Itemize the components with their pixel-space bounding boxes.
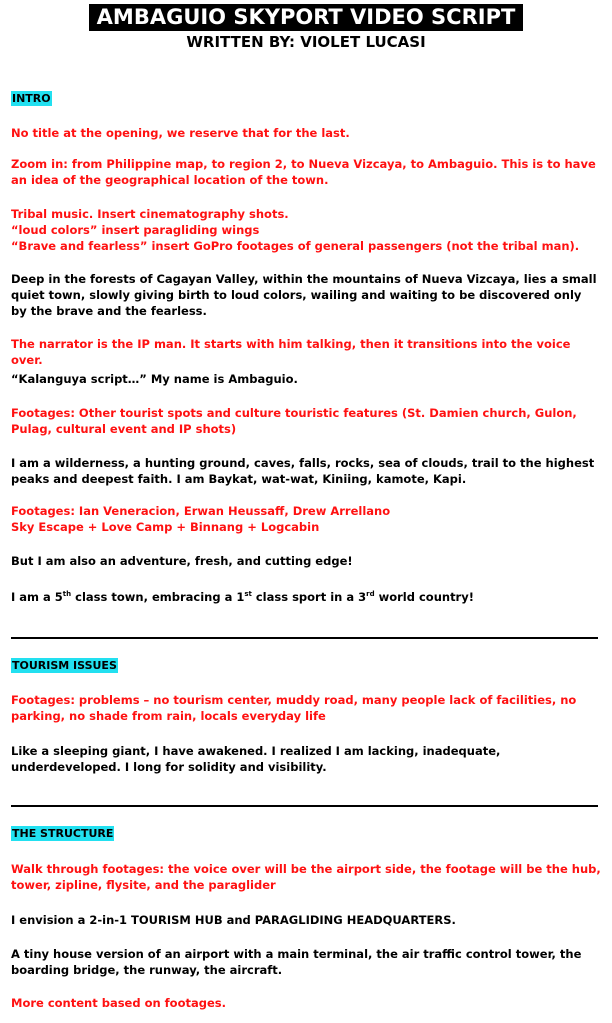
document-author: WRITTEN BY: VIOLET LUCASI bbox=[186, 33, 426, 51]
intro-narration-5 bbox=[11, 586, 601, 605]
ordinal-suffix-th: th bbox=[62, 590, 72, 598]
intro-direction-4: The narrator is the IP man. It starts with him talking, then it transitions into the voice over. bbox=[11, 337, 571, 367]
section-divider-2 bbox=[11, 805, 598, 807]
intro-narration-3: I am a wilderness, a hunting ground, caves, falls, rocks, sea of clouds, trail to the highest peaks and deepest faith. I am Baykat, wat-wat, Kiniing, kamote, Kapi. bbox=[11, 456, 595, 486]
section-heading-structure: THE STRUCTURE bbox=[12, 827, 114, 840]
structure-narration-1: I envision a 2-in-1 TOURISM HUB and PARAGLIDING HEADQUARTERS. bbox=[11, 913, 456, 927]
structure-narration-2: A tiny house version of an airport with a main terminal, the air traffic control tower, the boarding bridge, the runway, the aircraft. bbox=[11, 947, 582, 977]
section-divider-1 bbox=[11, 637, 598, 639]
intro-direction-3-line-2: “loud colors” insert paragliding wings bbox=[11, 223, 260, 237]
intro-direction-5: Footages: Other tourist spots and culture touristic features (St. Damien church, Gulon, Pulag, cultural event and IP shots) bbox=[11, 406, 577, 436]
section-heading-tourism-issues: TOURISM ISSUES bbox=[12, 659, 117, 672]
intro-direction-3-line-1: Tribal music. Insert cinematography shots. bbox=[11, 207, 289, 221]
intro-direction-3 bbox=[11, 206, 601, 254]
title-block bbox=[0, 0, 612, 31]
ordinal-suffix-st: st bbox=[244, 590, 252, 598]
intro-direction-1: No title at the opening, we reserve that for the last. bbox=[11, 126, 350, 140]
structure-direction-2: More content based on footages. bbox=[11, 996, 226, 1010]
section-heading-intro: INTRO bbox=[12, 92, 51, 105]
intro-narration-5-a: I am a 5 bbox=[11, 589, 63, 604]
document-title: AMBAGUIO SKYPORT VIDEO SCRIPT bbox=[89, 4, 524, 31]
intro-narration-5-c: class sport in a 3 bbox=[251, 589, 367, 604]
tourism-direction-1: Footages: problems – no tourism center, muddy road, many people lack of facilities, no parking, no shade from rain, locals everyday life bbox=[11, 693, 577, 723]
intro-narration-5-d: world country! bbox=[374, 589, 474, 604]
intro-direction-6 bbox=[11, 503, 601, 535]
intro-narration-1: Deep in the forests of Cagayan Valley, within the mountains of Nueva Vizcaya, lies a small quiet town, slowly giving birth to loud colors, wailing and waiting to be discovered only by the brave and the fearless. bbox=[11, 272, 597, 318]
intro-direction-3-line-3: “Brave and fearless” insert GoPro footages of general passengers (not the tribal man). bbox=[11, 239, 580, 253]
structure-direction-1: Walk through footages: the voice over will be the airport side, the footage will be the hub, tower, zipline, flysite, and the paraglider bbox=[11, 862, 601, 892]
intro-direction-2: Zoom in: from Philippine map, to region 2, to Nueva Vizcaya, to Ambaguio. This is to have an idea of the geographical location of the town. bbox=[11, 157, 596, 187]
intro-narration-5-b: class town, embracing a 1 bbox=[71, 589, 245, 604]
tourism-narration-1: Like a sleeping giant, I have awakened. I realized I am lacking, inadequate, underdeveloped. I long for solidity and visibility. bbox=[11, 744, 501, 774]
intro-direction-6-line-1: Footages: Ian Veneracion, Erwan Heussaff, Drew Arrellano bbox=[11, 504, 391, 518]
intro-narration-4: But I am also an adventure, fresh, and cutting edge! bbox=[11, 554, 353, 568]
intro-narration-2: “Kalanguya script…” My name is Ambaguio. bbox=[11, 372, 298, 386]
ordinal-suffix-rd: rd bbox=[366, 590, 375, 598]
intro-direction-6-line-2: Sky Escape + Love Camp + Binnang + Logcabin bbox=[11, 520, 320, 534]
